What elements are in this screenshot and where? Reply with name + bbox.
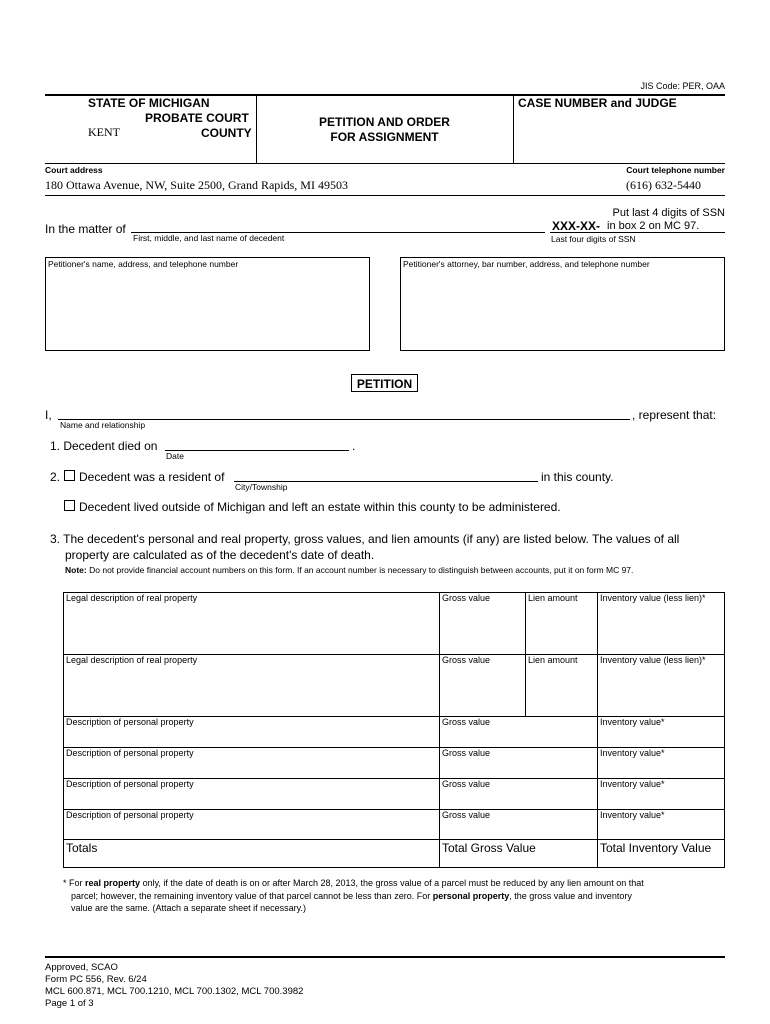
total-inventory-value[interactable]: Total Inventory Value bbox=[600, 841, 712, 855]
city-township-input[interactable] bbox=[236, 467, 536, 481]
court-phone-value[interactable]: (616) 632-5440 bbox=[626, 178, 701, 192]
court-address-label: Court address bbox=[45, 165, 103, 175]
item1-period: . bbox=[352, 439, 356, 453]
state-name: STATE OF MICHIGAN bbox=[88, 96, 210, 110]
totals-row bbox=[63, 839, 725, 868]
note-label: Note: bbox=[65, 565, 87, 575]
represent-that: , represent that: bbox=[632, 408, 717, 422]
case-number-label: CASE NUMBER and JUDGE bbox=[518, 96, 677, 110]
footnote-part3: , the gross value and inventory bbox=[509, 890, 632, 901]
court-phone-label: Court telephone number bbox=[626, 165, 725, 175]
ssn-input[interactable] bbox=[551, 220, 721, 232]
date-of-death-line bbox=[165, 450, 349, 451]
real-desc-label[interactable]: Legal description of real property bbox=[66, 593, 198, 603]
name-relationship-caption: Name and relationship bbox=[60, 420, 146, 430]
footnote-personal-property: personal property bbox=[432, 890, 510, 901]
table-row bbox=[63, 747, 725, 778]
gross-value-label[interactable]: Gross value bbox=[442, 779, 491, 789]
table-row bbox=[63, 716, 725, 747]
i-label: I, bbox=[45, 408, 52, 422]
ssn-line bbox=[550, 232, 725, 233]
header-bottom-rule bbox=[45, 163, 725, 164]
item2-resident-text: Decedent was a resident of bbox=[79, 470, 225, 484]
form-title-line2: FOR ASSIGNMENT bbox=[330, 130, 439, 144]
footer bbox=[45, 962, 303, 1010]
total-gross-value[interactable]: Total Gross Value bbox=[442, 841, 536, 855]
footnote-part1: only, if the date of death is on or after March 28, 2013, the gross value of a parcel must be reduced by any lien amount on that bbox=[142, 878, 644, 888]
item2-number: 2. bbox=[50, 470, 61, 484]
inventory-value-label[interactable]: Inventory value (less lien)* bbox=[600, 593, 706, 603]
petition-heading: PETITION bbox=[356, 377, 413, 391]
county-name[interactable]: KENT bbox=[88, 125, 120, 139]
personal-desc-label[interactable]: Description of personal property bbox=[66, 748, 194, 758]
footer-rule bbox=[45, 956, 725, 958]
ssn-caption: Last four digits of SSN bbox=[551, 234, 636, 244]
footer-form: Form PC 556, Rev. 6/24 bbox=[45, 974, 147, 985]
item3-line1: 3. The decedent's personal and real property, gross values, and lien amounts (if any) are listed below. The values of all bbox=[50, 532, 680, 546]
footnote-line2 bbox=[63, 890, 725, 903]
name-relationship-input[interactable] bbox=[60, 405, 628, 419]
item3-line2: property are calculated as of the decedent's date of death. bbox=[65, 548, 375, 562]
personal-desc-label[interactable]: Description of personal property bbox=[66, 810, 194, 820]
item3-note bbox=[65, 565, 633, 575]
note-text: Do not provide financial account numbers on this form. If an account number is necessary to distinguish between accounts, put it on form MC 97. bbox=[89, 565, 634, 575]
petitioner-box-label: Petitioner's name, address, and telephone number bbox=[48, 259, 239, 269]
table-row bbox=[63, 809, 725, 839]
petition-heading-box bbox=[351, 374, 418, 392]
footer-approved: Approved, SCAO bbox=[45, 962, 118, 973]
personal-desc-label[interactable]: Description of personal property bbox=[66, 717, 194, 727]
inventory-value-label[interactable]: Inventory value* bbox=[600, 748, 665, 758]
footnote bbox=[63, 877, 725, 915]
date-caption: Date bbox=[166, 451, 184, 461]
footnote-part2: parcel; however, the remaining inventory value of that parcel cannot be less than zero. For bbox=[71, 890, 431, 901]
attorney-box[interactable] bbox=[400, 257, 725, 351]
table-row bbox=[63, 778, 725, 809]
totals-label: Totals bbox=[66, 841, 98, 855]
header-divider-2 bbox=[513, 95, 514, 163]
date-of-death-input[interactable] bbox=[167, 436, 347, 450]
gross-value-label[interactable]: Gross value bbox=[442, 748, 491, 758]
gross-value-label[interactable]: Gross value bbox=[442, 655, 491, 665]
petitioner-box[interactable] bbox=[45, 257, 370, 351]
footnote-line1 bbox=[63, 877, 725, 890]
footnote-star: * For bbox=[63, 878, 83, 888]
gross-value-label[interactable]: Gross value bbox=[442, 717, 491, 727]
item1-text: 1. Decedent died on bbox=[50, 439, 158, 453]
inventory-value-label[interactable]: Inventory value* bbox=[600, 717, 665, 727]
decedent-name-input[interactable] bbox=[133, 218, 543, 232]
inventory-value-label[interactable]: Inventory value (less lien)* bbox=[600, 655, 706, 665]
lien-amount-label[interactable]: Lien amount bbox=[528, 593, 578, 603]
header-divider-1 bbox=[256, 95, 257, 163]
attorney-box-label: Petitioner's attorney, bar number, address, and telephone number bbox=[403, 259, 650, 269]
item2-outside-text: Decedent lived outside of Michigan and left an estate within this county to be administered. bbox=[79, 500, 561, 514]
case-number-field[interactable] bbox=[515, 112, 723, 160]
court-name: PROBATE COURT bbox=[145, 111, 249, 125]
form-title-line1: PETITION AND ORDER bbox=[319, 115, 450, 129]
inventory-value-label[interactable]: Inventory value* bbox=[600, 810, 665, 820]
table-row bbox=[63, 592, 725, 654]
court-info-rule bbox=[45, 195, 725, 196]
footer-mcl: MCL 600.871, MCL 700.1210, MCL 700.1302, MCL 700.3982 bbox=[45, 986, 304, 997]
lien-amount-label[interactable]: Lien amount bbox=[528, 655, 578, 665]
court-address-value[interactable]: 180 Ottawa Avenue, NW, Suite 2500, Grand Rapids, MI 49503 bbox=[45, 178, 348, 192]
item2-in-county: in this county. bbox=[541, 470, 614, 484]
outside-michigan-checkbox[interactable] bbox=[64, 500, 75, 511]
footnote-real-property: real property bbox=[85, 878, 141, 888]
personal-desc-label[interactable]: Description of personal property bbox=[66, 779, 194, 789]
ssn-box-note: in box 2 on MC 97. bbox=[607, 220, 700, 232]
in-the-matter-label: In the matter of bbox=[45, 222, 126, 236]
decedent-name-caption: First, middle, and last name of decedent bbox=[133, 233, 285, 243]
real-desc-label[interactable]: Legal description of real property bbox=[66, 655, 198, 665]
inventory-value-label[interactable]: Inventory value* bbox=[600, 779, 665, 789]
city-caption: City/Township bbox=[235, 482, 288, 492]
jis-code: JIS Code: PER, OAA bbox=[640, 81, 725, 91]
resident-checkbox[interactable] bbox=[64, 470, 75, 481]
ssn-instruction: Put last 4 digits of SSN bbox=[612, 207, 725, 219]
ssn-prefix: XXX-XX- bbox=[552, 219, 601, 233]
footer-page: Page 1 of 3 bbox=[45, 998, 94, 1009]
gross-value-label[interactable]: Gross value bbox=[442, 593, 491, 603]
gross-value-label[interactable]: Gross value bbox=[442, 810, 491, 820]
table-row bbox=[63, 654, 725, 716]
footnote-line3: value are the same. (Attach a separate sheet if necessary.) bbox=[71, 903, 306, 913]
county-label: COUNTY bbox=[201, 126, 252, 140]
